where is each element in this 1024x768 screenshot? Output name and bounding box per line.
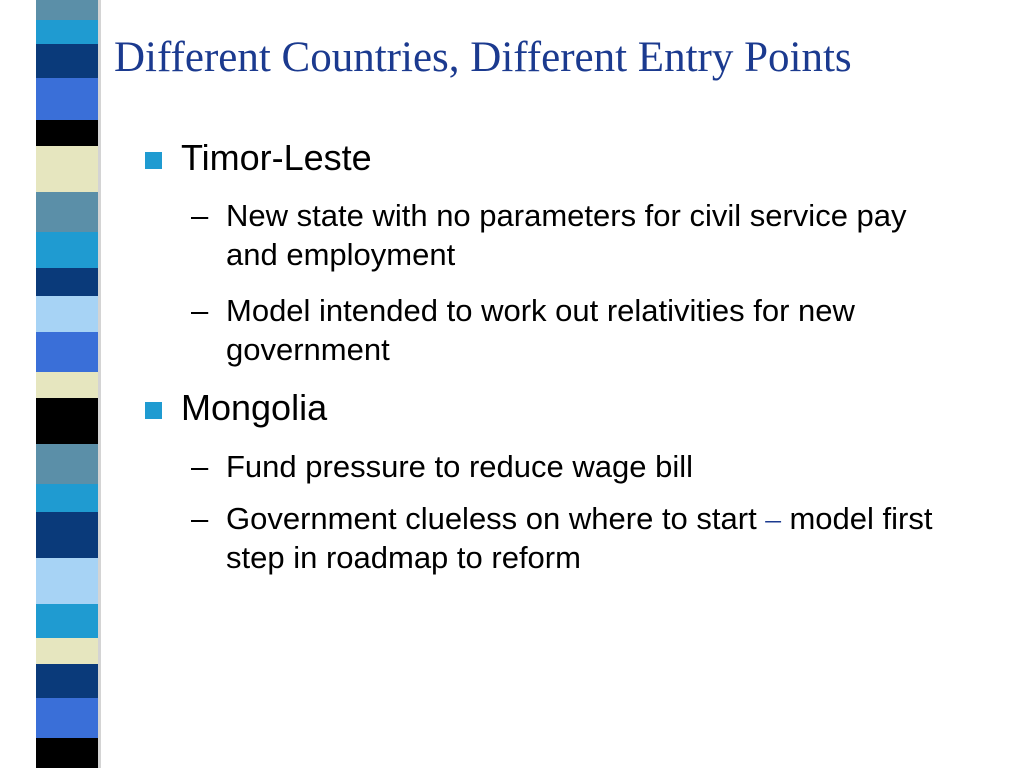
- square-bullet-icon: [145, 402, 162, 419]
- dash-marker: –: [191, 449, 209, 484]
- bullet-item: Mongolia: [181, 387, 328, 428]
- sub-bullet-item: New state with no parameters for civil service pay and employment: [226, 198, 907, 272]
- bullet-item: Timor-Leste: [181, 137, 372, 178]
- sub-bullet-text: Government clueless on where to start: [226, 501, 757, 536]
- dash-marker: –: [191, 293, 209, 328]
- sub-bullet-item: Fund pressure to reduce wage bill: [226, 449, 693, 484]
- inline-dash: –: [765, 501, 781, 536]
- sub-bullet-item: [226, 499, 966, 577]
- sub-bullet-text: model first step in roadmap to reform: [226, 501, 933, 575]
- sub-bullet-item: Model intended to work out relativities for new government: [226, 293, 855, 367]
- dash-marker: –: [191, 501, 209, 536]
- square-bullet-icon: [145, 152, 162, 169]
- slide-title: Different Countries, Different Entry Points: [114, 34, 852, 81]
- dash-marker: –: [191, 198, 209, 233]
